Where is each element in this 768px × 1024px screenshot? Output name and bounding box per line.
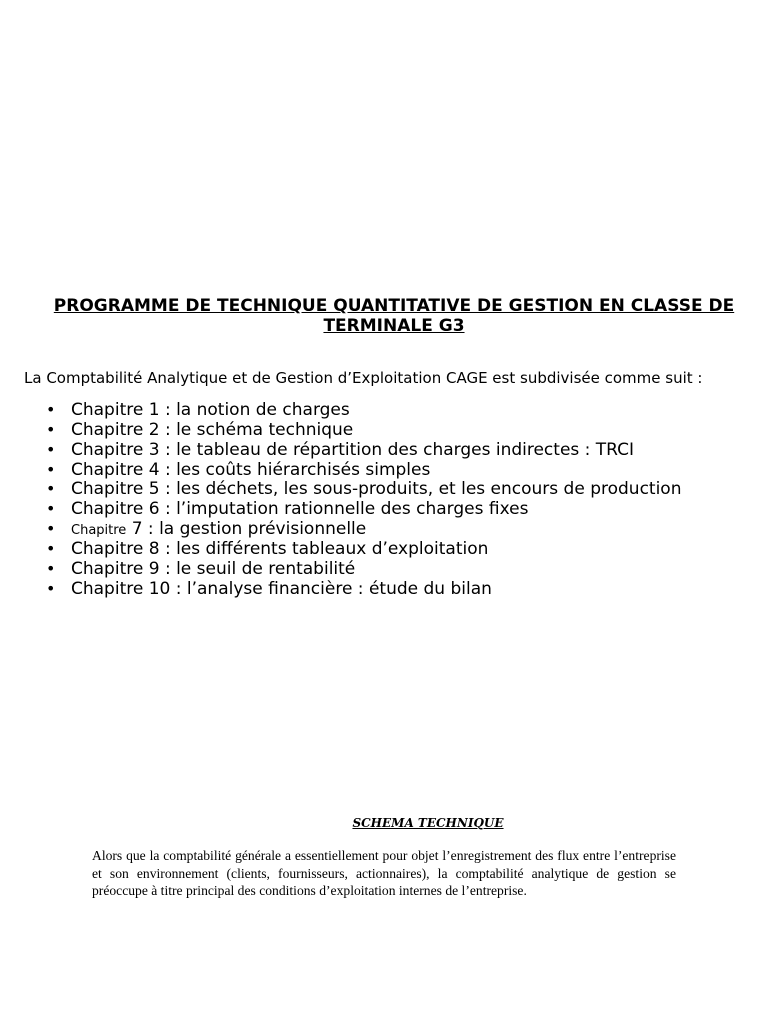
chapter-text: Chapitre 2 : le schéma technique	[71, 419, 354, 440]
schema-paragraph: Alors que la comptabilité générale a essentiellement pour objet l’enregistrement des flux entre l’entreprise et son environnement (clients, fournisseurs, actionnaires), la comptabilité analytique de gestion se préoccupe à titre principal des conditions d’exploitation internes de l’entreprise.	[92, 848, 676, 898]
chapter-text: Chapitre 1 : la notion de charges	[71, 400, 350, 420]
chapter-text: 7 : la gestion prévisionnelle	[126, 519, 367, 540]
schema-section-title: SCHEMA TECHNIQUE	[352, 816, 504, 830]
chapter-text: Chapitre 8 : les différents tableaux d’exploitation	[71, 538, 489, 559]
bullet-icon: •	[46, 400, 56, 419]
bullet-icon: •	[46, 439, 56, 459]
chapter-item-9	[46, 559, 681, 579]
chapter-prefix: Chapitre	[71, 523, 127, 539]
bullet-icon: •	[46, 499, 56, 519]
chapter-text: Chapitre 10 : l’analyse financière : étude du bilan	[71, 578, 492, 599]
bullet-icon: •	[46, 459, 56, 479]
bullet-icon: •	[46, 558, 56, 578]
chapter-text: Chapitre 3 : le tableau de répartition des charges indirectes : TRCI	[71, 439, 635, 460]
chapter-item-6	[46, 499, 681, 519]
chapter-text: Chapitre 5 : les déchets, les sous-produits, et les encours de production	[71, 479, 682, 500]
chapter-item-7	[46, 519, 681, 539]
bullet-icon: •	[46, 519, 56, 539]
page-title: PROGRAMME DE TECHNIQUE QUANTITATIVE DE GESTION EN CLASSE DE TERMINALE G3	[53, 296, 735, 336]
chapter-text: Chapitre 6 : l’imputation rationnelle des charges fixes	[71, 499, 529, 520]
chapter-item-2	[46, 420, 681, 440]
bullet-icon: •	[46, 479, 56, 499]
chapter-item-3	[46, 440, 681, 460]
chapter-list	[46, 400, 681, 598]
chapter-text: Chapitre 9 : le seuil de rentabilité	[71, 558, 356, 579]
chapter-item-10	[46, 579, 681, 599]
chapter-item-8	[46, 539, 681, 559]
chapter-item-4	[46, 460, 681, 480]
intro-text: La Comptabilité Analytique et de Gestion d’Exploitation CAGE est subdivisée comme suit :	[24, 369, 703, 387]
bullet-icon: •	[46, 578, 56, 598]
chapter-item-5	[46, 479, 681, 499]
bullet-icon: •	[46, 538, 56, 558]
chapter-text: Chapitre 4 : les coûts hiérarchisés simples	[71, 459, 431, 480]
chapter-item-1	[46, 400, 681, 420]
bullet-icon: •	[46, 419, 56, 439]
